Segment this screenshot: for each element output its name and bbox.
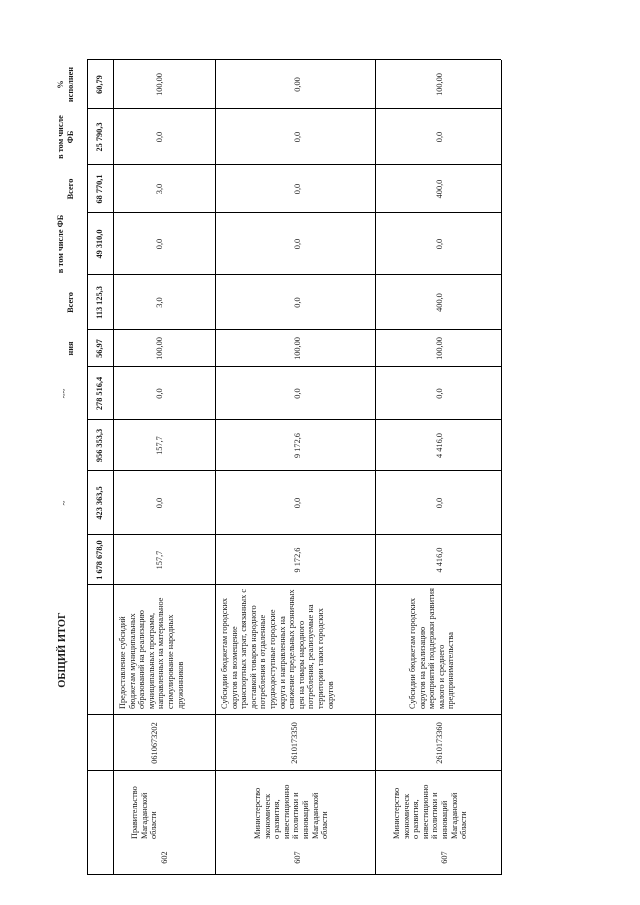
row2-pct1: 100,00	[293, 337, 302, 360]
header-all-total: ОБЩИЙ ИТОГ	[57, 612, 68, 688]
total-total2: 68 770,1	[95, 174, 104, 204]
row3-fb1: 0,0	[435, 238, 444, 250]
table-rule	[501, 60, 502, 875]
row3-pct1: 100,00	[435, 337, 444, 360]
row2-total1: 0,0	[293, 297, 302, 308]
table-rule	[215, 60, 216, 875]
row1-v2: 0,0	[155, 497, 164, 509]
row1-org: Правительство Магаданской области	[130, 786, 159, 839]
table-rule	[375, 60, 376, 875]
row2-kbk: 2610173350	[290, 722, 299, 764]
row1-fb2: 0,0	[155, 131, 164, 143]
row2-total2: 0,0	[293, 183, 302, 195]
row2-fb1: 0,0	[293, 238, 302, 250]
row1-desc: Предоставление субсидий бюджетам муниципальных образований на реализацию муниципальных программ, направленных на материальное стимулирование народных дружинников	[118, 597, 185, 709]
total-v2: 423 363,5	[95, 486, 104, 520]
header-total1: Всего	[66, 292, 75, 313]
row2-desc: Субсидии бюджетам городских округов на возмещение транспортных затрат, связанных с доставкой товаров народного потребления в отдаленные труднодоступные городские округа и направленных на снижение предельных розничных цен на товары народного потребления, реализуемые на территории таких городских округов	[220, 588, 335, 709]
row3-total1: 400,0	[435, 293, 444, 312]
row2-v1: 9 172,6	[293, 547, 302, 573]
row1-total2: 3,0	[155, 183, 164, 195]
row3-fb2: 0,0	[435, 131, 444, 143]
total-pct1: 56,97	[95, 339, 104, 358]
total-fb1: 49 310,0	[95, 229, 104, 259]
row1-pct2: 100,00	[155, 73, 164, 96]
row3-desc: Субсидии бюджетам городских округов на реализацию мероприятий поддержки развития малого и среднего предпринимательства	[408, 588, 456, 709]
header-total2: Всего	[66, 178, 75, 200]
row2-v2: 0,0	[293, 497, 302, 509]
row1-v4: 0,0	[155, 388, 164, 399]
total-total1: 113 125,3	[95, 286, 104, 319]
table-rule	[87, 60, 88, 875]
row3-kbk: 2610173360	[435, 722, 444, 764]
header-top-b: ~~	[59, 388, 69, 399]
row1-code: 602	[160, 851, 169, 864]
row3-v4: 0,0	[435, 388, 444, 399]
row2-pct2: 0,00	[293, 77, 302, 92]
header-top-a: ~	[59, 500, 69, 506]
row2-code: 607	[293, 851, 302, 864]
row1-pct1: 100,00	[155, 337, 164, 360]
row1-v1: 157,7	[155, 550, 164, 570]
row2-v4: 0,0	[293, 388, 302, 399]
header-fb2: в том числе ФБ	[56, 115, 75, 159]
row3-pct2: 100,00	[435, 73, 444, 96]
row3-v2: 0,0	[435, 497, 444, 509]
total-pct2: 60,79	[95, 75, 104, 94]
table-rule	[113, 60, 114, 875]
total-fb2: 25 790,3	[95, 122, 104, 152]
row1-total1: 3,0	[155, 297, 164, 308]
row3-org: Министерство экономическ о развития, инвестиционно й политики и инноваций Магаданской области	[392, 784, 469, 839]
total-v4: 278 516,4	[95, 376, 104, 411]
header-fb1: в том числе ФБ	[56, 214, 65, 274]
row2-v3: 9 172,6	[293, 433, 302, 458]
row3-v3: 4 416,0	[435, 433, 444, 458]
total-v3: 956 353,3	[95, 428, 104, 463]
row3-total2: 400,0	[435, 179, 444, 199]
row3-v1: 4 416,0	[435, 547, 444, 573]
row1-v3: 157,7	[155, 436, 164, 455]
row2-org: Министерство экономическ о развития, инвестиционно й политики и инноваций Магаданской области	[253, 784, 330, 839]
header-pct1: ния	[66, 341, 75, 356]
row1-kbk: 0610673202	[150, 722, 159, 764]
row1-fb1: 0,0	[155, 238, 164, 250]
total-v1: 1 678 678,0	[95, 540, 104, 580]
row3-code: 607	[440, 851, 449, 864]
row2-fb2: 0,0	[293, 131, 302, 143]
header-pct2: % исполнен	[56, 66, 75, 103]
